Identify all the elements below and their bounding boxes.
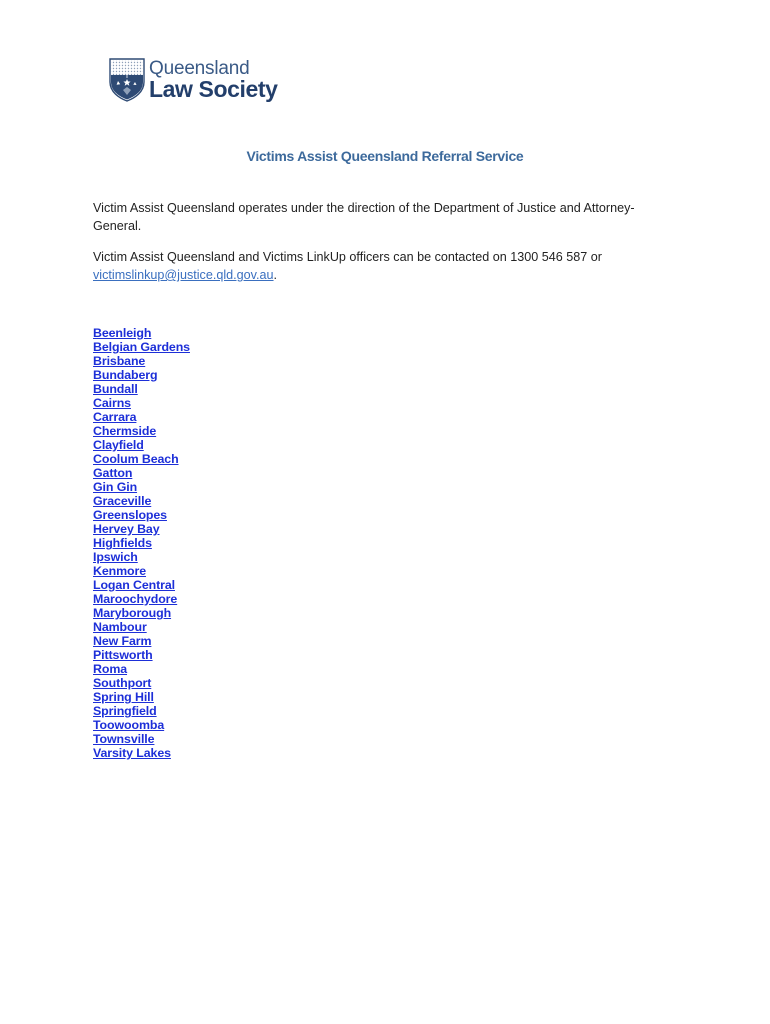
location-link-varsity-lakes[interactable]: Varsity Lakes bbox=[93, 746, 171, 760]
location-link-pittsworth[interactable]: Pittsworth bbox=[93, 648, 153, 662]
location-link-roma[interactable]: Roma bbox=[93, 662, 128, 676]
qls-logo bbox=[109, 58, 278, 102]
list-item bbox=[93, 648, 190, 662]
list-item bbox=[93, 662, 190, 676]
location-link-kenmore[interactable]: Kenmore bbox=[93, 564, 147, 578]
crest-icon bbox=[109, 58, 145, 102]
location-link-nambour[interactable]: Nambour bbox=[93, 620, 147, 634]
location-list bbox=[93, 326, 190, 760]
location-link-townsville[interactable]: Townsville bbox=[93, 732, 155, 746]
email-link[interactable]: victimslinkup@justice.qld.gov.au bbox=[93, 268, 274, 282]
list-item bbox=[93, 592, 190, 606]
list-item bbox=[93, 550, 190, 564]
location-link-hervey-bay[interactable]: Hervey Bay bbox=[93, 522, 160, 536]
intro-paragraph: Victim Assist Queensland operates under the direction of the Department of Justice and Attorney-General. bbox=[93, 201, 635, 233]
location-link-clayfield[interactable]: Clayfield bbox=[93, 438, 144, 452]
location-link-carrara[interactable]: Carrara bbox=[93, 410, 137, 424]
location-link-greenslopes[interactable]: Greenslopes bbox=[93, 508, 167, 522]
list-item bbox=[93, 466, 190, 480]
list-item bbox=[93, 494, 190, 508]
location-link-new-farm[interactable]: New Farm bbox=[93, 634, 152, 648]
list-item bbox=[93, 354, 190, 368]
list-item bbox=[93, 480, 190, 494]
list-item bbox=[93, 438, 190, 452]
contact-paragraph bbox=[93, 248, 673, 284]
location-link-graceville[interactable]: Graceville bbox=[93, 494, 152, 508]
list-item bbox=[93, 326, 190, 340]
list-item bbox=[93, 578, 190, 592]
location-link-southport[interactable]: Southport bbox=[93, 676, 152, 690]
list-item bbox=[93, 424, 190, 438]
list-item bbox=[93, 340, 190, 354]
list-item bbox=[93, 634, 190, 648]
logo-law-society-text: Law Society bbox=[149, 76, 278, 102]
list-item bbox=[93, 718, 190, 732]
list-item bbox=[93, 452, 190, 466]
list-item bbox=[93, 536, 190, 550]
list-item bbox=[93, 676, 190, 690]
location-link-ipswich[interactable]: Ipswich bbox=[93, 550, 138, 564]
location-link-brisbane[interactable]: Brisbane bbox=[93, 354, 146, 368]
location-link-gin-gin[interactable]: Gin Gin bbox=[93, 480, 138, 494]
list-item bbox=[93, 564, 190, 578]
list-item bbox=[93, 690, 190, 704]
location-link-bundaberg[interactable]: Bundaberg bbox=[93, 368, 158, 382]
list-item bbox=[93, 508, 190, 522]
list-item bbox=[93, 410, 190, 424]
location-link-cairns[interactable]: Cairns bbox=[93, 396, 131, 410]
list-item bbox=[93, 732, 190, 746]
contact-text: Victim Assist Queensland and Victims LinkUp officers can be contacted on 1300 546 587 or bbox=[93, 250, 602, 264]
location-link-highfields[interactable]: Highfields bbox=[93, 536, 152, 550]
list-item bbox=[93, 746, 190, 760]
list-item bbox=[93, 382, 190, 396]
document-title: Victims Assist Queensland Referral Service bbox=[246, 148, 524, 164]
location-link-beenleigh[interactable]: Beenleigh bbox=[93, 326, 152, 340]
location-link-toowoomba[interactable]: Toowoomba bbox=[93, 718, 165, 732]
contact-suffix: . bbox=[273, 268, 278, 282]
location-link-springfield[interactable]: Springfield bbox=[93, 704, 157, 718]
list-item bbox=[93, 704, 190, 718]
location-link-gatton[interactable]: Gatton bbox=[93, 466, 133, 480]
list-item bbox=[93, 620, 190, 634]
logo-queensland-text: Queensland bbox=[149, 58, 250, 79]
location-link-bundall[interactable]: Bundall bbox=[93, 382, 138, 396]
location-link-belgian-gardens[interactable]: Belgian Gardens bbox=[93, 340, 190, 354]
list-item bbox=[93, 606, 190, 620]
location-link-maryborough[interactable]: Maryborough bbox=[93, 606, 172, 620]
list-item bbox=[93, 522, 190, 536]
location-link-maroochydore[interactable]: Maroochydore bbox=[93, 592, 178, 606]
location-link-chermside[interactable]: Chermside bbox=[93, 424, 157, 438]
location-link-spring-hill[interactable]: Spring Hill bbox=[93, 690, 154, 704]
list-item bbox=[93, 396, 190, 410]
location-link-logan-central[interactable]: Logan Central bbox=[93, 578, 175, 592]
list-item bbox=[93, 368, 190, 382]
location-link-coolum-beach[interactable]: Coolum Beach bbox=[93, 452, 179, 466]
